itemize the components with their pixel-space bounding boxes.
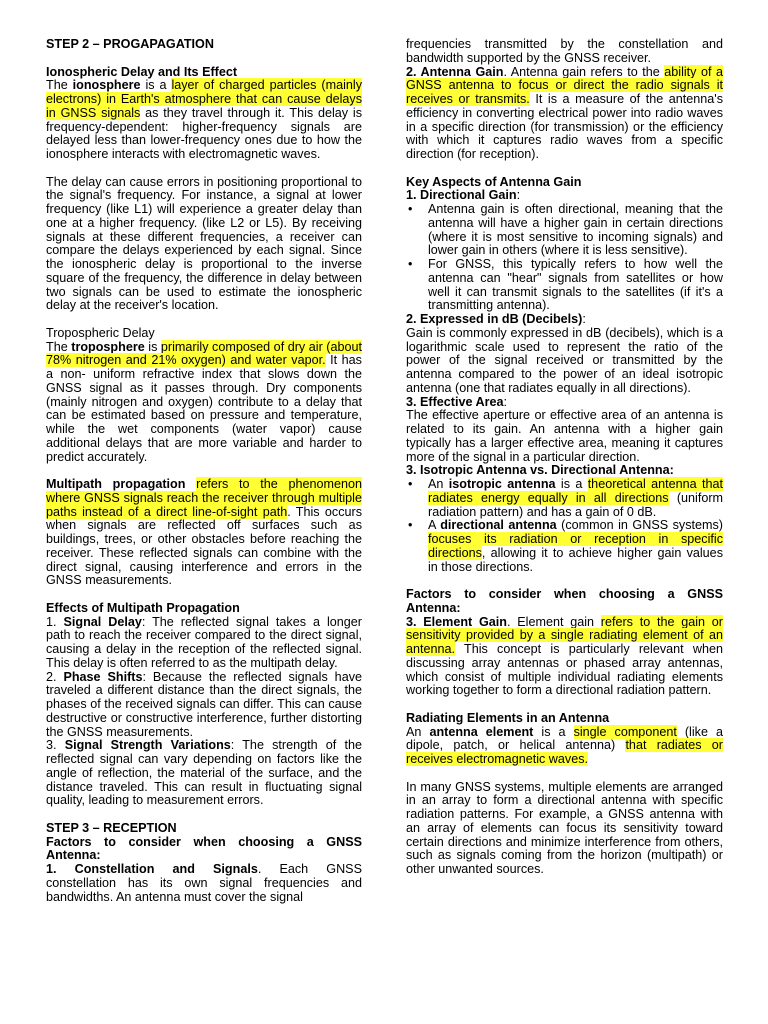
tropospheric-paragraph: The troposphere is primarily composed of dry air (about 78% nitrogen and 21% oxygen) and water vapor. It has a non- uniform refractive index that slows down the GNSS signal as it passes through. Dry components (mainly nitrogen and oxygen) contribute to a delay that can be estimated based on pressure and temperature, while the wet components (water vapor) cause additional delays that are more variable and harder to predict accurately. [46, 339, 363, 464]
tropospheric-heading: Tropospheric Delay [46, 325, 155, 340]
effect-item: 1. Signal Delay: The reflected signal takes a longer path to reach the receiver compared to the direct signal, causing a delay in the reception of the reflected signal. This delay is often referred to as the multipath delay. [46, 614, 362, 670]
ionospheric-heading: Ionospheric Delay and Its Effect [46, 64, 238, 79]
highlight: ability of a GNSS antenna to focus or direct the radio signals it receives or transmits. [406, 64, 723, 106]
right-column [406, 38, 723, 877]
key-aspects-heading: Key Aspects of Antenna Gain [406, 174, 582, 189]
highlight: layer of charged particles (mainly electrons) in Earth's atmosphere that can cause delays in GNSS signals [46, 78, 362, 120]
isotropic-heading: 3. Isotropic Antenna vs. Directional Antenna: [406, 463, 674, 478]
constellation-continued: frequencies transmitted by the constellation and bandwidth supported by the GNSS receiver. [406, 37, 723, 65]
element-gain-paragraph: 3. Element Gain. Element gain refers to the gain or sensitivity provided by a single radiating element of an antenna. This concept is particularly relevant when discussing array antennas or phased array antennas, which consist of multiple individual radiating elements working together to form a directional radiation pattern. [406, 614, 724, 698]
decibels-paragraph: Gain is commonly expressed in dB (decibels), which is a logarithmic scale used to represent the ratio of the power of the signal received or transmitted by the antenna compared to the power of an ideal isotropic antenna (one that radiates equally in all directions). [406, 325, 723, 395]
effective-area-paragraph: The effective aperture or effective area of an antenna is related to its gain. An antenna with a higher gain typically has a larger effective area, meaning it captures more of the signal in a particular direction. [406, 408, 723, 464]
list-item: • Antenna gain is often directional, meaning that the antenna will have a higher gain in certain directions (where it is most sensitive to incoming signals) and lower gain in others (where it is less sensitive). [408, 202, 723, 258]
factors-heading: Factors to consider when choosing a GNSS Antenna: [406, 587, 723, 615]
factors-heading: Factors to consider when choosing a GNSS Antenna: [46, 834, 362, 863]
list-item: • An isotropic antenna is a theoretical antenna that radiates energy equally in all directions (uniform radiation pattern) and has a gain of 0 dB. [408, 477, 724, 519]
bullet-icon: • [408, 477, 413, 491]
radiating-elements-heading: Radiating Elements in an Antenna [406, 710, 610, 725]
multipath-effects-heading: Effects of Multipath Propagation [46, 600, 240, 615]
constellation-paragraph: 1. Constellation and Signals. Each GNSS constellation has its own signal frequencies and bandwidths. An antenna must cover the signal [46, 862, 362, 904]
list-item: • A directional antenna (common in GNSS systems) focuses its radiation or reception in specific directions, allowing it to achieve higher gain values in those directions. [408, 518, 723, 574]
array-antenna-paragraph: In many GNSS systems, multiple elements are arranged in an array to form a directional antenna with specific radiation patterns. For example, a GNSS antenna with an array of elements can focus its sensitivity toward certain directions and minimize interference from others, such as signals coming from the horizon (multipath) or other unwanted sources. [406, 779, 723, 876]
effect-item: 3. Signal Strength Variations: The strength of the reflected signal can vary depending on factors like the angle of reflection, the material of the surface, and the distance traveled. This can result in fluctuating signal quality, leading to measurement errors. [46, 738, 362, 808]
highlight: refers to the phenomenon where GNSS signals reach the receiver through multiple paths instead of a direct line-of-sight path [46, 477, 363, 519]
highlight: refers to the gain or sensitivity provided by a single radiating element of an antenna. [406, 614, 724, 656]
list-item: • For GNSS, this typically refers to how well the antenna can "hear" signals from satellites or how well it can transmit signals to the satellites (if it's a transmitting antenna). [408, 257, 723, 313]
multipath-paragraph: Multipath propagation refers to the phenomenon where GNSS signals reach the receiver through multiple paths instead of a direct line-of-sight path. This occurs when signals are reflected off surfaces such as buildings, trees, or other obstacles before reaching the receiver. These reflected signals can combine with the direct signal, causing interference and errors in the GNSS measurements. [46, 477, 363, 588]
decibels-heading: 2. Expressed in dB (Decibels): [406, 312, 586, 326]
effect-item: 2. Phase Shifts: Because the reflected signals have traveled a different distance than the direct signals, the phases of the received signals can differ. This can cause destructive or constructive interference, further distorting the GNSS measurements. [46, 669, 362, 739]
highlight: primarily composed of dry air (about 78% nitrogen and 21% oxygen) and water vapor. [46, 339, 363, 368]
bullet-icon: • [408, 518, 413, 533]
ionospheric-paragraph: The ionosphere is a layer of charged particles (mainly electrons) in Earth's atmosphere that can cause delays in GNSS signals as they travel through it. This delay is frequency-dependent: higher-frequency signals are delayed less than lower-frequency ones due to how the ionosphere interacts with electromagnetic waves. [46, 78, 362, 161]
bullet-icon: • [408, 257, 413, 271]
directional-gain-list [406, 203, 723, 313]
highlight: focuses its radiation or reception in specific directions [428, 532, 723, 560]
isotropic-list [406, 478, 723, 574]
highlight: theoretical antenna that radiates energy equally in all directions [428, 477, 723, 505]
antenna-gain-paragraph: 2. Antenna Gain. Antenna gain refers to the ability of a GNSS antenna to focus or direct the radio signals it receives or transmits. It is a measure of the antenna's efficiency in converting electrical power into radio waves in a specific direction (for transmission) or the efficiency with which it captures radio waves from a specific direction (for reception). [406, 64, 724, 161]
step2-heading: STEP 2 – PROGAPAGATION [46, 37, 214, 51]
effective-area-heading: 3. Effective Area: [406, 394, 508, 409]
directional-gain-heading: 1. Directional Gain: [406, 188, 521, 203]
bullet-icon: • [408, 202, 413, 216]
ionospheric-delay-paragraph: The delay can cause errors in positioning proportional to the signal's frequency. For instance, a signal at lower frequency (like L1) will experience a greater delay than one at a higher frequency. (like L2 or L5). By receiving signals at these different frequencies, a receiver can compare the delays experienced by each signal. Since the ionospheric delay is proportional to the inverse square of the frequency, the difference in delay between two signals can be used to estimate the ionospheric delay at the receiver's location. [46, 174, 362, 313]
radiating-elements-paragraph: An antenna element is a single component (like a dipole, patch, or helical antenna) that radiates or receives electromagnetic waves. [406, 724, 724, 766]
step3-heading: STEP 3 – RECEPTION [46, 820, 177, 835]
left-column [46, 38, 362, 904]
highlight: that radiates or receives electromagnetic waves. [406, 738, 724, 766]
highlight: single component [573, 724, 677, 739]
